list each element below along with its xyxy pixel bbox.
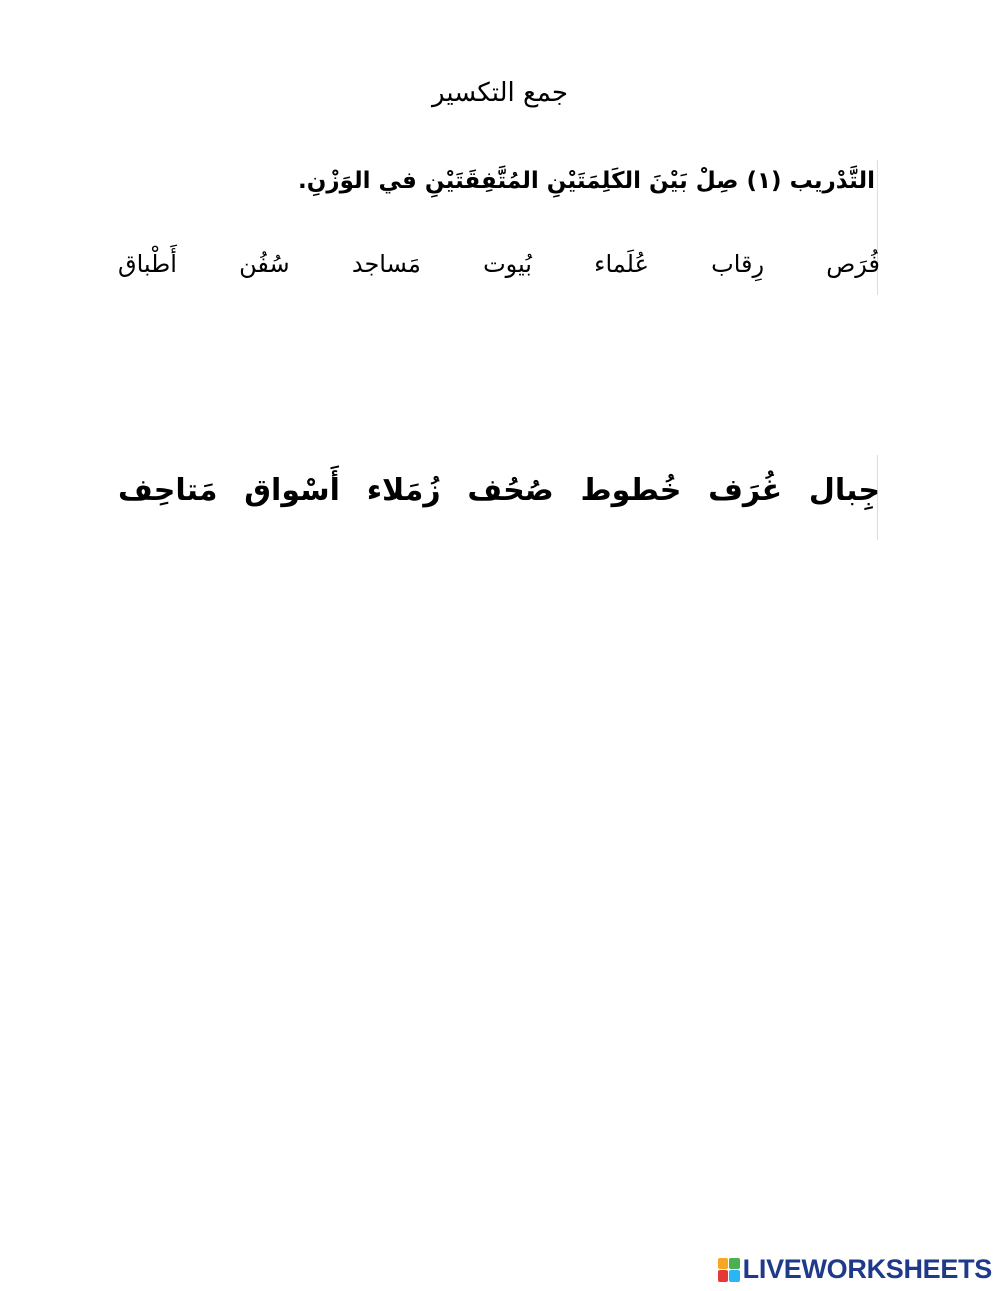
bottom-word-4[interactable]: صُحُف (467, 473, 554, 508)
worksheet-title: جمع التكسير (432, 78, 568, 108)
top-word-1[interactable]: أَطْباق (118, 250, 177, 278)
top-word-3[interactable]: مَساجد (351, 250, 421, 278)
liveworksheets-brand (718, 1254, 992, 1285)
top-word-6[interactable]: رِقاب (711, 250, 765, 278)
bottom-word-3[interactable]: زُمَلاء (366, 473, 441, 508)
bottom-word-row (118, 473, 880, 508)
top-word-5[interactable]: عُلَماء (594, 250, 649, 278)
brand-name: LIVEWORKSHEETS (742, 1254, 992, 1284)
logo-block (729, 1258, 740, 1270)
top-word-row (118, 250, 880, 278)
logo-block (729, 1270, 740, 1282)
bottom-word-6[interactable]: غُرَف (708, 473, 783, 508)
logo-block (718, 1270, 729, 1282)
logo-block (718, 1258, 729, 1270)
bottom-word-5[interactable]: خُطوط (580, 473, 682, 508)
bottom-word-2[interactable]: أَسْواق (244, 473, 340, 508)
bottom-word-7[interactable]: جِبال (808, 473, 880, 508)
exercise-instruction: التَّدْريب (١) صِلْ بَيْنَ الكَلِمَتَيْنِ المُتَّفِقَتَيْنِ في الوَزْنِ. (297, 168, 875, 194)
top-word-2[interactable]: سُفُن (239, 250, 290, 278)
liveworksheets-logo-icon (718, 1258, 740, 1282)
top-word-4[interactable]: بُيوت (483, 250, 532, 278)
top-word-7[interactable]: فُرَص (826, 250, 880, 278)
bottom-word-1[interactable]: مَتاحِف (118, 473, 218, 508)
